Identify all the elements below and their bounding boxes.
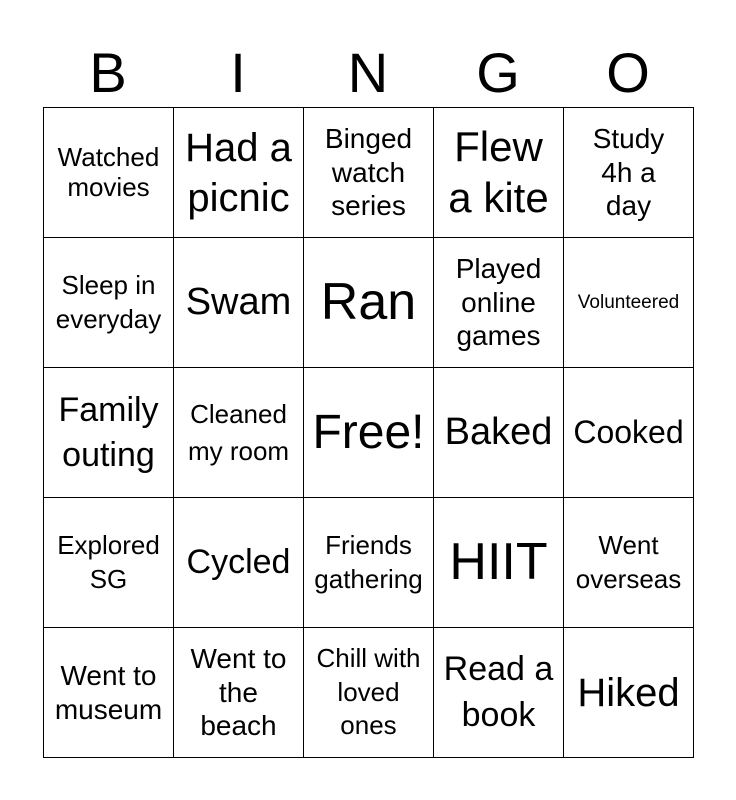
bingo-cell[interactable] [434, 368, 564, 498]
bingo-cell[interactable] [174, 628, 304, 758]
bingo-cell[interactable] [304, 368, 434, 498]
cell-text: Free! [312, 405, 425, 459]
cell-text: Hiked [577, 670, 680, 715]
header-letter-b: B [89, 41, 127, 104]
bingo-cell[interactable] [174, 108, 304, 238]
header-letter-i: I [230, 41, 246, 104]
bingo-cell[interactable] [304, 108, 434, 238]
bingo-cell[interactable] [44, 628, 174, 758]
bingo-board [43, 107, 694, 758]
bingo-cell[interactable] [44, 108, 174, 238]
cell-text: Flew a kite [448, 123, 549, 221]
cell-text: Sleep in everyday [55, 269, 162, 334]
cell-text: Had a picnic [185, 125, 292, 220]
bingo-cell[interactable] [434, 238, 564, 368]
header-letter-o: O [606, 41, 650, 104]
cell-text: Cooked [573, 413, 684, 450]
cell-text: HIIT [449, 532, 548, 591]
bingo-cell[interactable] [564, 498, 694, 628]
bingo-cell[interactable] [564, 108, 694, 238]
cell-text: Volunteered [577, 291, 680, 313]
bingo-cell[interactable] [434, 628, 564, 758]
cell-text: Went overseas [575, 529, 682, 594]
bingo-cell[interactable] [434, 498, 564, 628]
cell-text: Cleaned my room [187, 399, 290, 466]
cell-text: Watched movies [57, 141, 160, 202]
bingo-header [43, 38, 693, 108]
bingo-cell[interactable] [44, 238, 174, 368]
cell-text: Baked [444, 410, 553, 453]
cell-text: Family outing [58, 391, 159, 474]
bingo-cell[interactable] [564, 368, 694, 498]
cell-text: Played online games [455, 253, 542, 352]
bingo-cell[interactable] [304, 498, 434, 628]
bingo-cell[interactable] [564, 628, 694, 758]
cell-text: Read a book [443, 649, 554, 734]
bingo-cell[interactable] [304, 628, 434, 758]
bingo-cell[interactable] [44, 368, 174, 498]
header-letter-n: N [347, 41, 389, 104]
cell-text: Swam [185, 280, 292, 323]
bingo-cell[interactable] [434, 108, 564, 238]
cell-text: Explored SG [57, 529, 160, 594]
cell-text: Study 4h a day [592, 123, 665, 222]
bingo-cell[interactable] [174, 238, 304, 368]
bingo-cell[interactable] [304, 238, 434, 368]
bingo-cell[interactable] [174, 498, 304, 628]
cell-text: Chill with loved ones [316, 642, 421, 741]
cell-text: Went to museum [54, 659, 163, 725]
bingo-cell[interactable] [564, 238, 694, 368]
cell-text: Binged watch series [324, 123, 413, 222]
cell-text: Friends gathering [314, 529, 423, 594]
bingo-cell[interactable] [44, 498, 174, 628]
cell-text: Ran [320, 272, 417, 331]
cell-text: Went to the beach [190, 643, 287, 742]
cell-text: Cycled [186, 542, 291, 581]
header-letter-g: G [476, 41, 520, 104]
bingo-cell[interactable] [174, 368, 304, 498]
